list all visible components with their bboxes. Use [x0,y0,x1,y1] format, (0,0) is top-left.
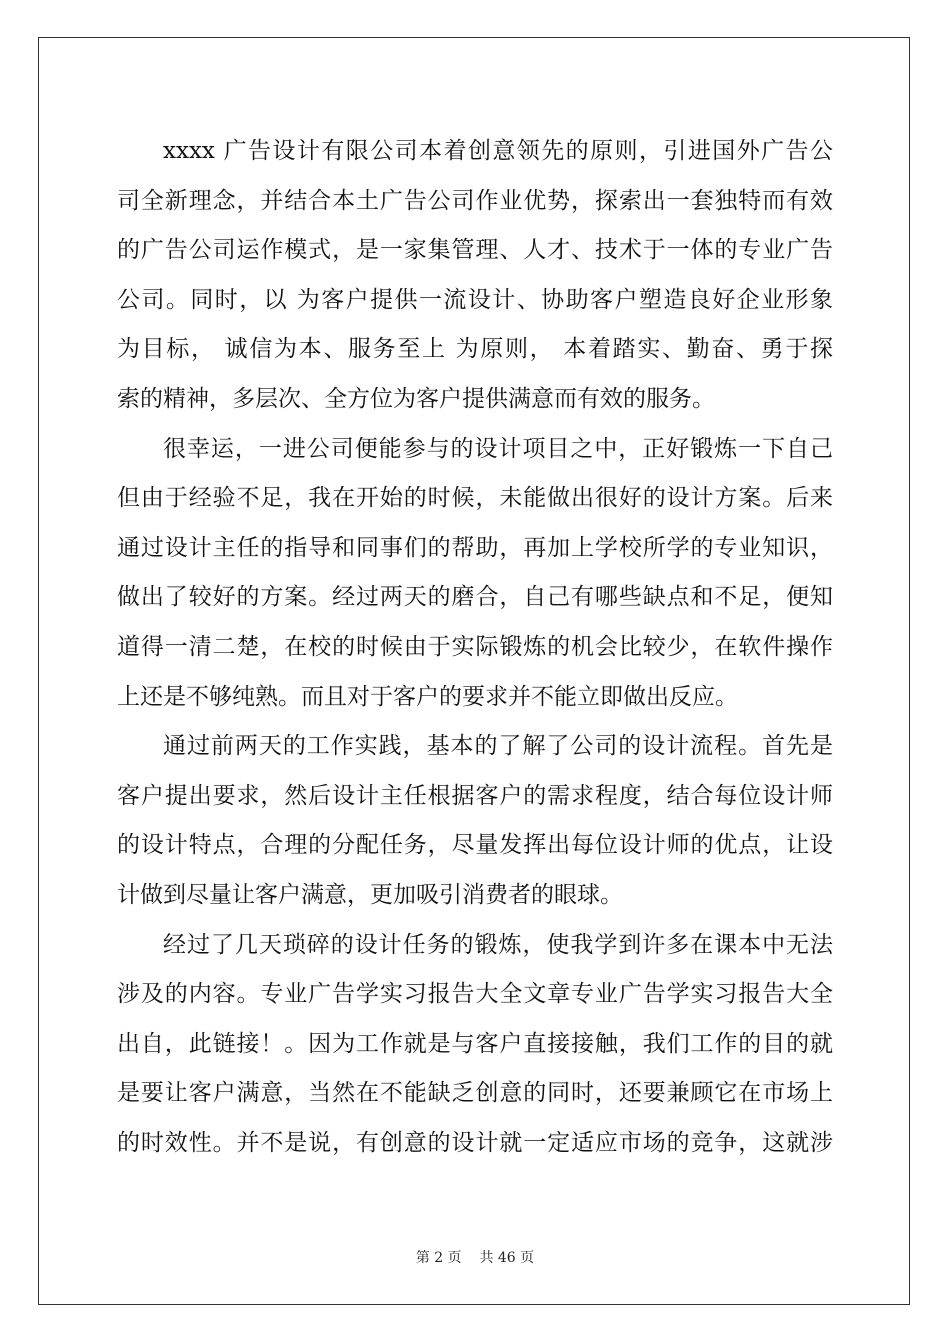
text-line: 客户提出要求，然后设计主任根据客户的需求程度，结合每位设计师 [117,782,833,809]
text-line: 司全新理念，并结合本土广告公司作业优势，探索出一套独特而有效 [117,187,833,214]
text-line: 是要让客户满意，当然在不能缺乏创意的同时，还要兼顾它在市场上 [117,1080,833,1107]
document-body [117,127,833,1168]
text-line: 通过前两天的工作实践，基本的了解了公司的设计流程。首先是 [163,733,833,760]
text-line: 很幸运，一进公司便能参与的设计项目之中，正好锻炼一下自己 [163,435,833,462]
text-line: 做出了较好的方案。经过两天的磨合，自己有哪些缺点和不足，便知 [117,584,833,611]
text-line: 经过了几天琐碎的设计任务的锻炼，使我学到许多在课本中无法 [163,931,833,958]
text-line: 的设计特点，合理的分配任务，尽量发挥出每位设计师的优点，让设 [117,832,833,859]
text-line: 的时效性。并不是说，有创意的设计就一定适应市场的竞争，这就涉 [117,1129,833,1156]
text-line: 索的精神，多层次、全方位为客户提供满意而有效的服务。 [117,385,715,412]
text-line: xxxx 广告设计有限公司本着创意领先的原则，引进国外广告公 [163,138,833,164]
text-line: 道得一清二楚，在校的时候由于实际锻炼的机会比较少，在软件操作 [117,633,833,660]
text-line: 出自，此链接！。因为工作就是与客户直接接触，我们工作的目的就 [117,1030,833,1057]
text-line: 通过设计主任的指导和同事们的帮助，再加上学校所学的专业知识， [117,534,833,561]
text-line: 为目标， 诚信为本、服务至上 为原则， 本着踏实、勤奋、勇于探 [117,336,833,363]
page-number: 第 2 页 [415,1250,462,1266]
text-line: 的广告公司运作模式，是一家集管理、人才、技术于一体的专业广告 [117,237,833,264]
page-total: 共 46 页 [479,1250,535,1266]
text-line: 公司。同时，以 为客户提供一流设计、协助客户塑造良好企业形象 [117,286,833,313]
text-line: 上还是不够纯熟。而且对于客户的要求并不能立即做出反应。 [117,683,738,710]
page-footer [0,1247,950,1267]
text-line: 涉及的内容。专业广告学实习报告大全文章专业广告学实习报告大全 [117,981,833,1008]
text-line: 计做到尽量让客户满意，更加吸引消费者的眼球。 [117,881,623,908]
text-line: 但由于经验不足，我在开始的时候，未能做出很好的设计方案。后来 [117,485,833,512]
